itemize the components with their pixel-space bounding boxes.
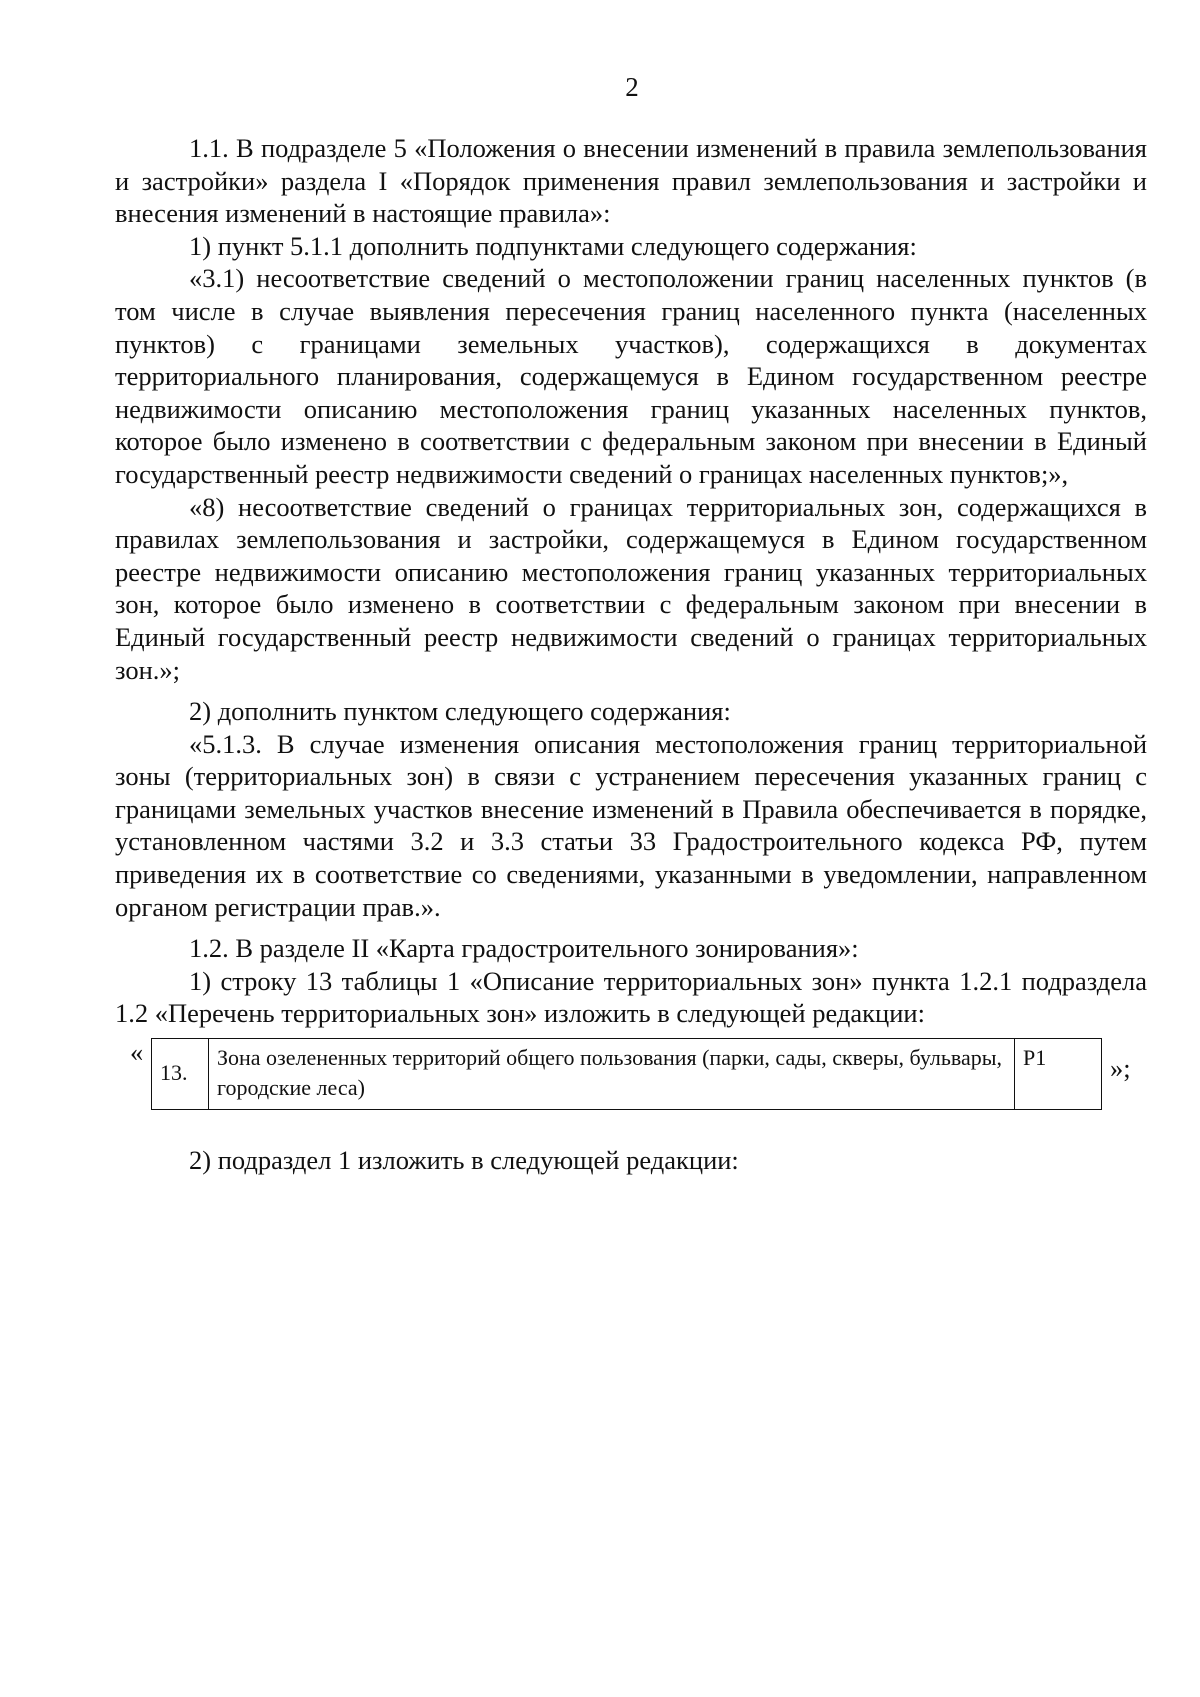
- paragraph-quote-8: «8) несоответствие сведений о границах территориальных зон, содержащихся в правилах землепользования и застройки, содержащемуся в Едином государственном реестре недвижимости описанию местоположения границ указанных территориальных зон, которое было изменено в соответствии с федеральным законом при внесении в Единый государственный реестр недвижимости сведений о границах территориальных зон.»;: [115, 491, 1147, 685]
- zone-table: [151, 1038, 1102, 1110]
- paragraph-quote-3-1: «3.1) несоответствие сведений о местоположении границ населенных пунктов (в том числе в случае выявления пересечения границ населенного пункта (населенных пунктов) с границами земельных участков), содержащихся в документах территориального планирования, содержащемуся в Едином государственном реестре недвижимости описанию местоположения границ указанных населенных пунктов, которое было изменено в соответствии с федеральным законом при внесении в Единый государственный реестр недвижимости сведений о границах населенных пунктов;»,: [115, 263, 1147, 489]
- paragraph-item-1-row-13: 1) строку 13 таблицы 1 «Описание территориальных зон» пункта 1.2.1 подраздела 1.2 «Перечень территориальных зон» изложить в следующей редакции:: [115, 965, 1147, 1029]
- paragraph-item-2-subsection: 2) подраздел 1 изложить в следующей редакции:: [189, 1145, 739, 1176]
- paragraph-item-1: 1) пункт 5.1.1 дополнить подпунктами следующего содержания:: [189, 230, 917, 261]
- paragraph-item-2: 2) дополнить пунктом следующего содержания:: [189, 696, 731, 727]
- page-number: 2: [625, 72, 639, 102]
- table-close-quote: »;: [1110, 1053, 1131, 1084]
- paragraph-quote-5-1-3: «5.1.3. В случае изменения описания местоположения границ территориальной зоны (территориальных зон) в связи с устранением пересечения указанных границ с границами земельных участков внесение изменений в Правила обеспечивается в порядке, установленном частями 3.2 и 3.3 статьи 33 Градостроительного кодекса РФ, путем приведения их в соответствие со сведениями, указанными в уведомлении, направленном органом регистрации прав.».: [115, 728, 1147, 922]
- table-open-quote: «: [130, 1037, 144, 1068]
- document-body: [115, 132, 1147, 1177]
- paragraph-1-2: 1.2. В разделе II «Карта градостроительного зонирования»:: [189, 933, 859, 964]
- row-code-cell: Р1: [1015, 1039, 1102, 1110]
- row-description-cell: Зона озелененных территорий общего пользования (парки, сады, скверы, бульвары, городские леса): [209, 1039, 1015, 1110]
- zone-table-block: [115, 1030, 1147, 1122]
- table-row: [152, 1039, 1102, 1110]
- paragraph-1-1: 1.1. В подразделе 5 «Положения о внесении изменений в правила землепользования и застройки» раздела I «Порядок применения правил землепользования и застройки и внесения изменений в настоящие правила»:: [115, 133, 1147, 229]
- row-number-cell: 13.: [152, 1039, 209, 1110]
